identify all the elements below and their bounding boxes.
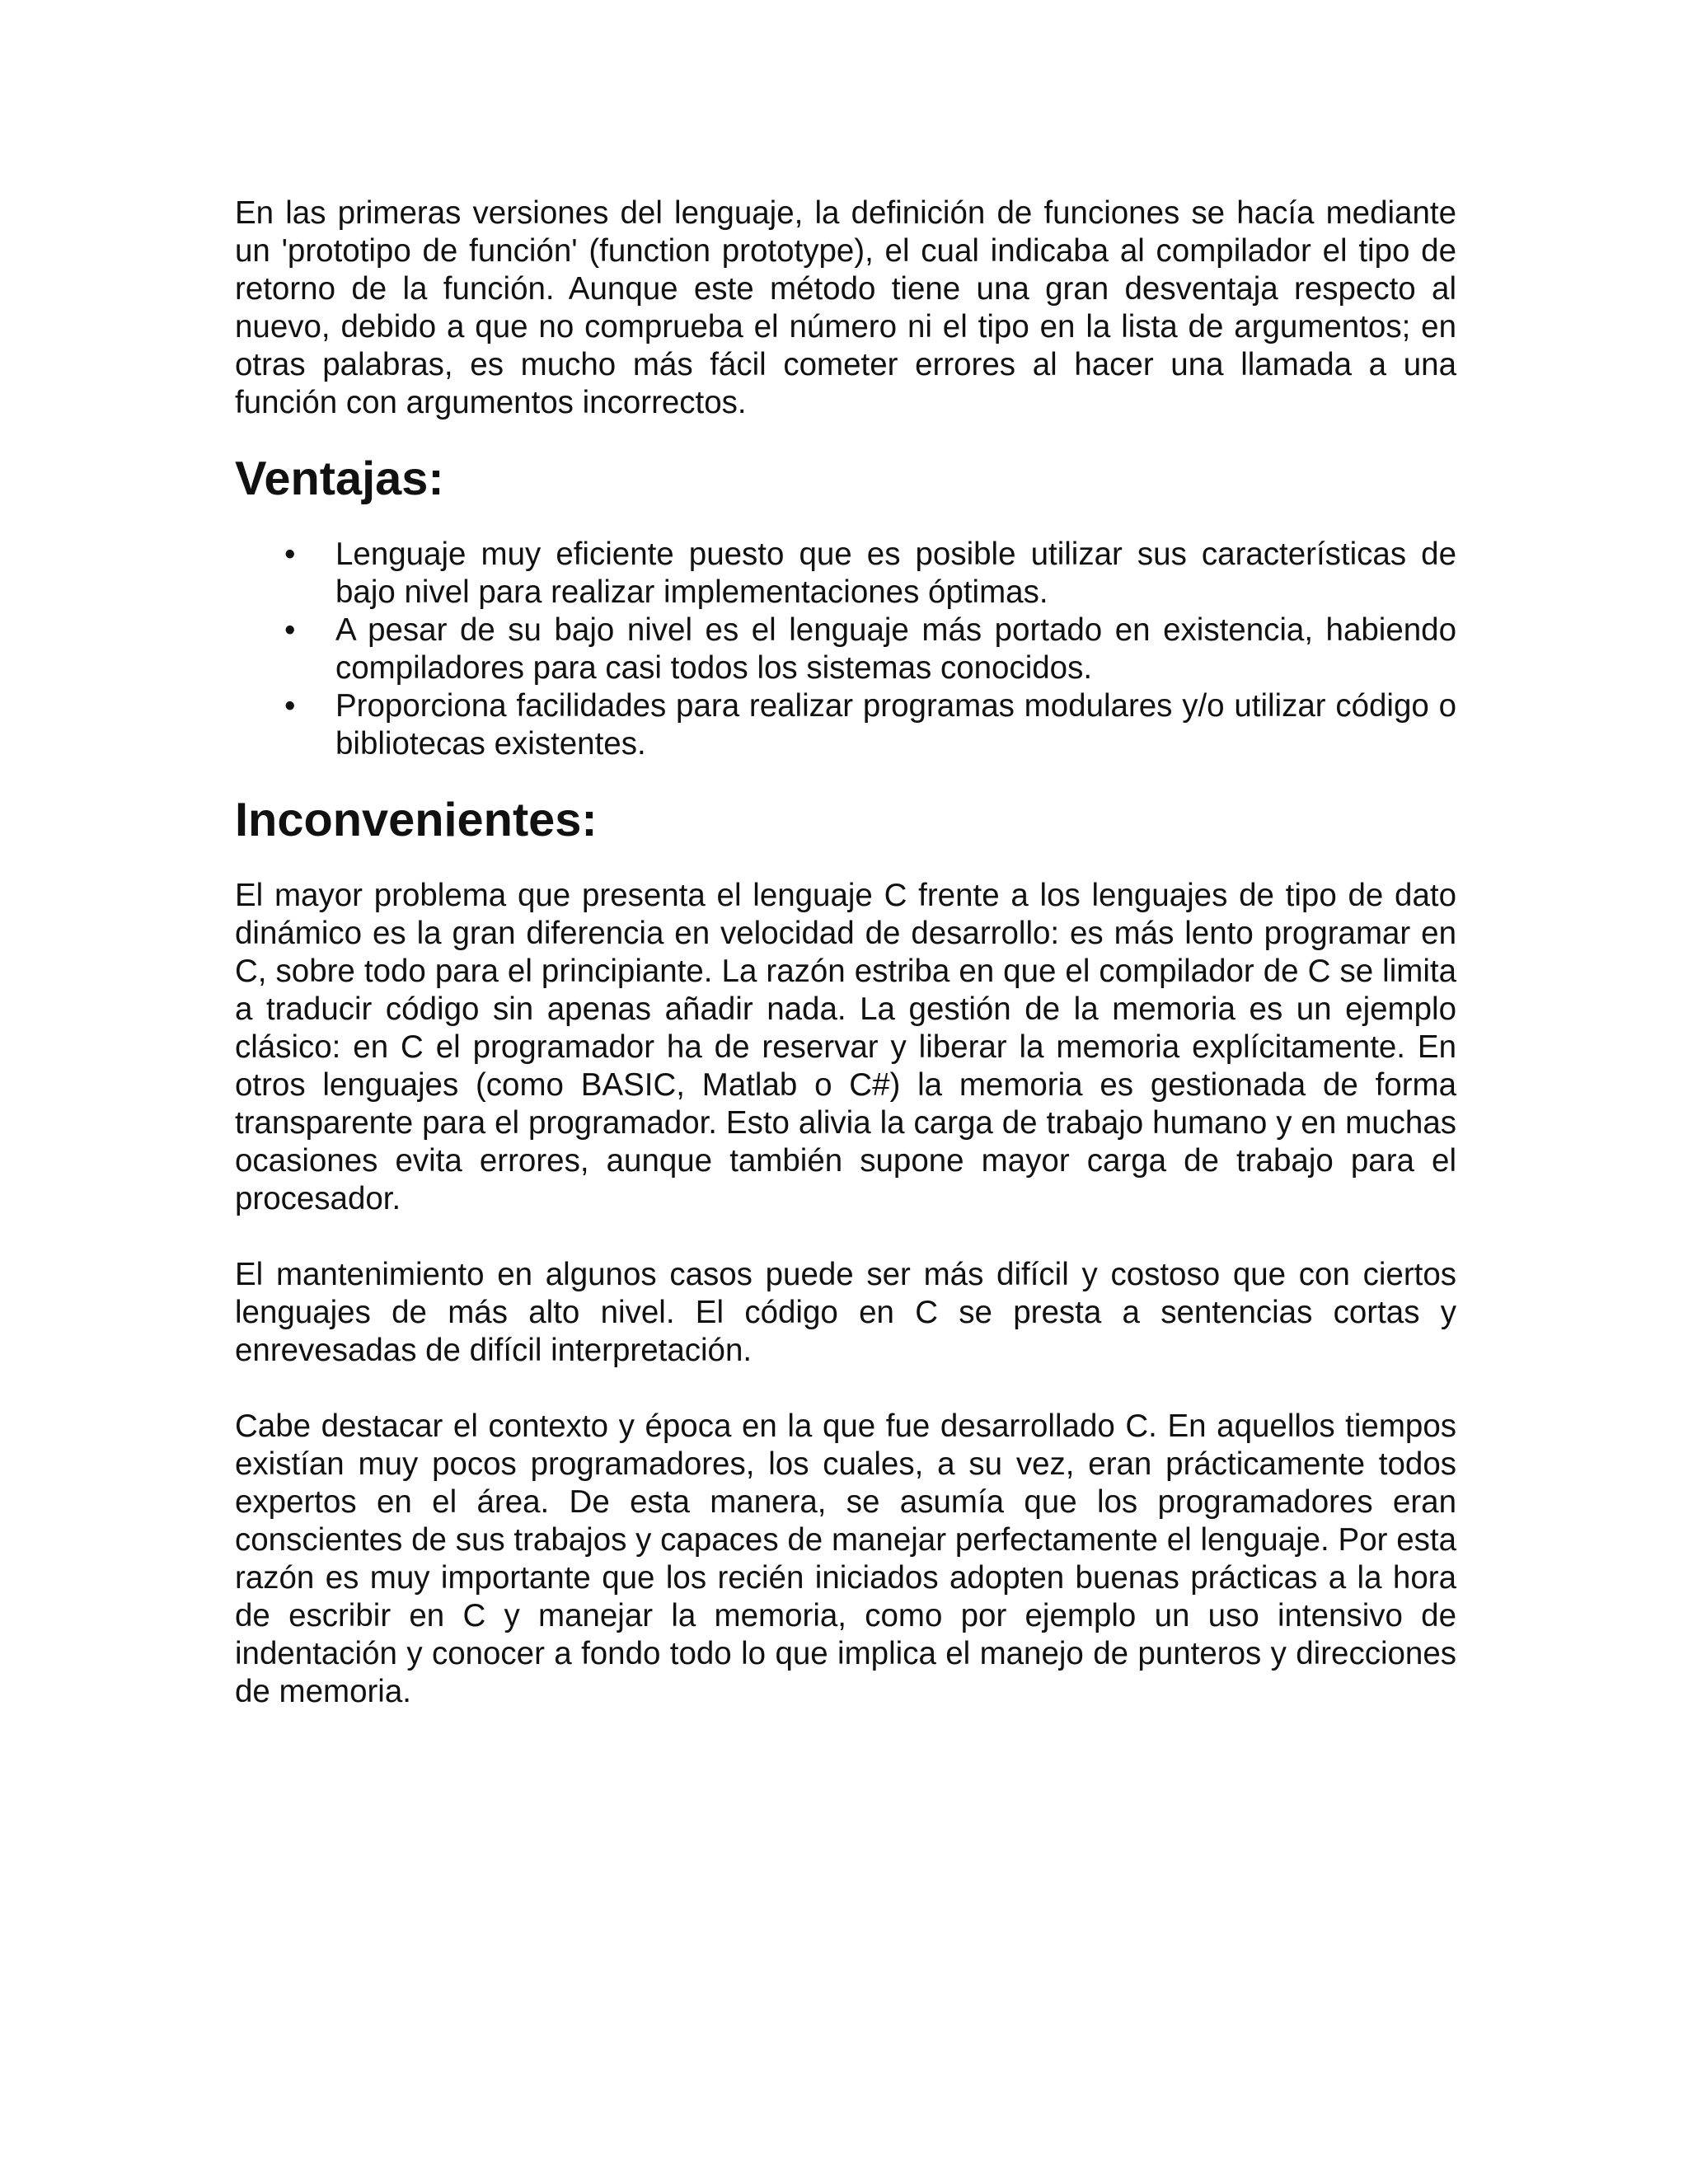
ventajas-list xyxy=(235,536,1456,763)
spacer xyxy=(235,1218,1456,1256)
document-page xyxy=(235,194,1456,1711)
ventajas-item-text: Lenguaje muy eficiente puesto que es posible utilizar sus características de bajo nivel para realizar implementaciones óptimas. xyxy=(335,537,1456,610)
bullet-icon: • xyxy=(284,688,296,724)
inconvenientes-paragraph-1: El mayor problema que presenta el lenguaje C frente a los lenguajes de tipo de dato dinámico es la gran diferencia en velocidad de desarrollo: es más lento programar en C, sobre todo para el principiante. La razón estriba en que el compilador de C se limita a traducir código sin apenas añadir nada. La gestión de la memoria es un ejemplo clásico: en C el programador ha de reservar y liberar la memoria explícitamente. En otros lenguajes (como BASIC, Matlab o C#) la memoria es gestionada de forma transparente para el programador. Esto alivia la carga de trabajo humano y en muchas ocasiones evita errores, aunque también supone mayor carga de trabajo para el procesador. xyxy=(235,878,1456,1216)
inconvenientes-paragraph-2: El mantenimiento en algunos casos puede ser más difícil y costoso que con ciertos lenguajes de más alto nivel. El código en C se presta a sentencias cortas y enrevesadas de difícil interpretación. xyxy=(235,1257,1456,1368)
ventajas-list-item xyxy=(235,687,1456,763)
intro-paragraph: En las primeras versiones del lenguaje, la definición de funciones se hacía mediante un 'prototipo de función' (function prototype), el cual indicaba al compilador el tipo de retorno de la función. Aunque este método tiene una gran desventaja respecto al nuevo, debido a que no comprueba el número ni el tipo en la lista de argumentos; en otras palabras, es mucho más fácil cometer errores al hacer una llamada a una función con argumentos incorrectos. xyxy=(235,195,1456,420)
inconvenientes-heading: Inconvenientes: xyxy=(235,794,598,846)
inconvenientes-paragraph-3: Cabe destacar el contexto y época en la que fue desarrollado C. En aquellos tiempos existían muy pocos programadores, los cuales, a su vez, eran prácticamente todos expertos en el área. De esta manera, se asumía que los programadores eran conscientes de sus trabajos y capaces de manejar perfectamente el lenguaje. Por esta razón es muy importante que los recién iniciados adopten buenas prácticas a la hora de escribir en C y manejar la memoria, como por ejemplo un uso intensivo de indentación y conocer a fondo todo lo que implica el manejo de punteros y direcciones de memoria. xyxy=(235,1408,1456,1709)
spacer xyxy=(235,1370,1456,1408)
bullet-icon: • xyxy=(284,612,296,648)
ventajas-item-text: Proporciona facilidades para realizar programas modulares y/o utilizar código o bibliotecas existentes. xyxy=(335,688,1456,762)
bullet-icon: • xyxy=(284,537,296,572)
ventajas-heading: Ventajas: xyxy=(235,452,444,505)
ventajas-list-item xyxy=(235,536,1456,612)
ventajas-list-item xyxy=(235,612,1456,687)
ventajas-item-text: A pesar de su bajo nivel es el lenguaje más portado en existencia, habiendo compiladores para casi todos los sistemas conocidos. xyxy=(335,612,1456,686)
